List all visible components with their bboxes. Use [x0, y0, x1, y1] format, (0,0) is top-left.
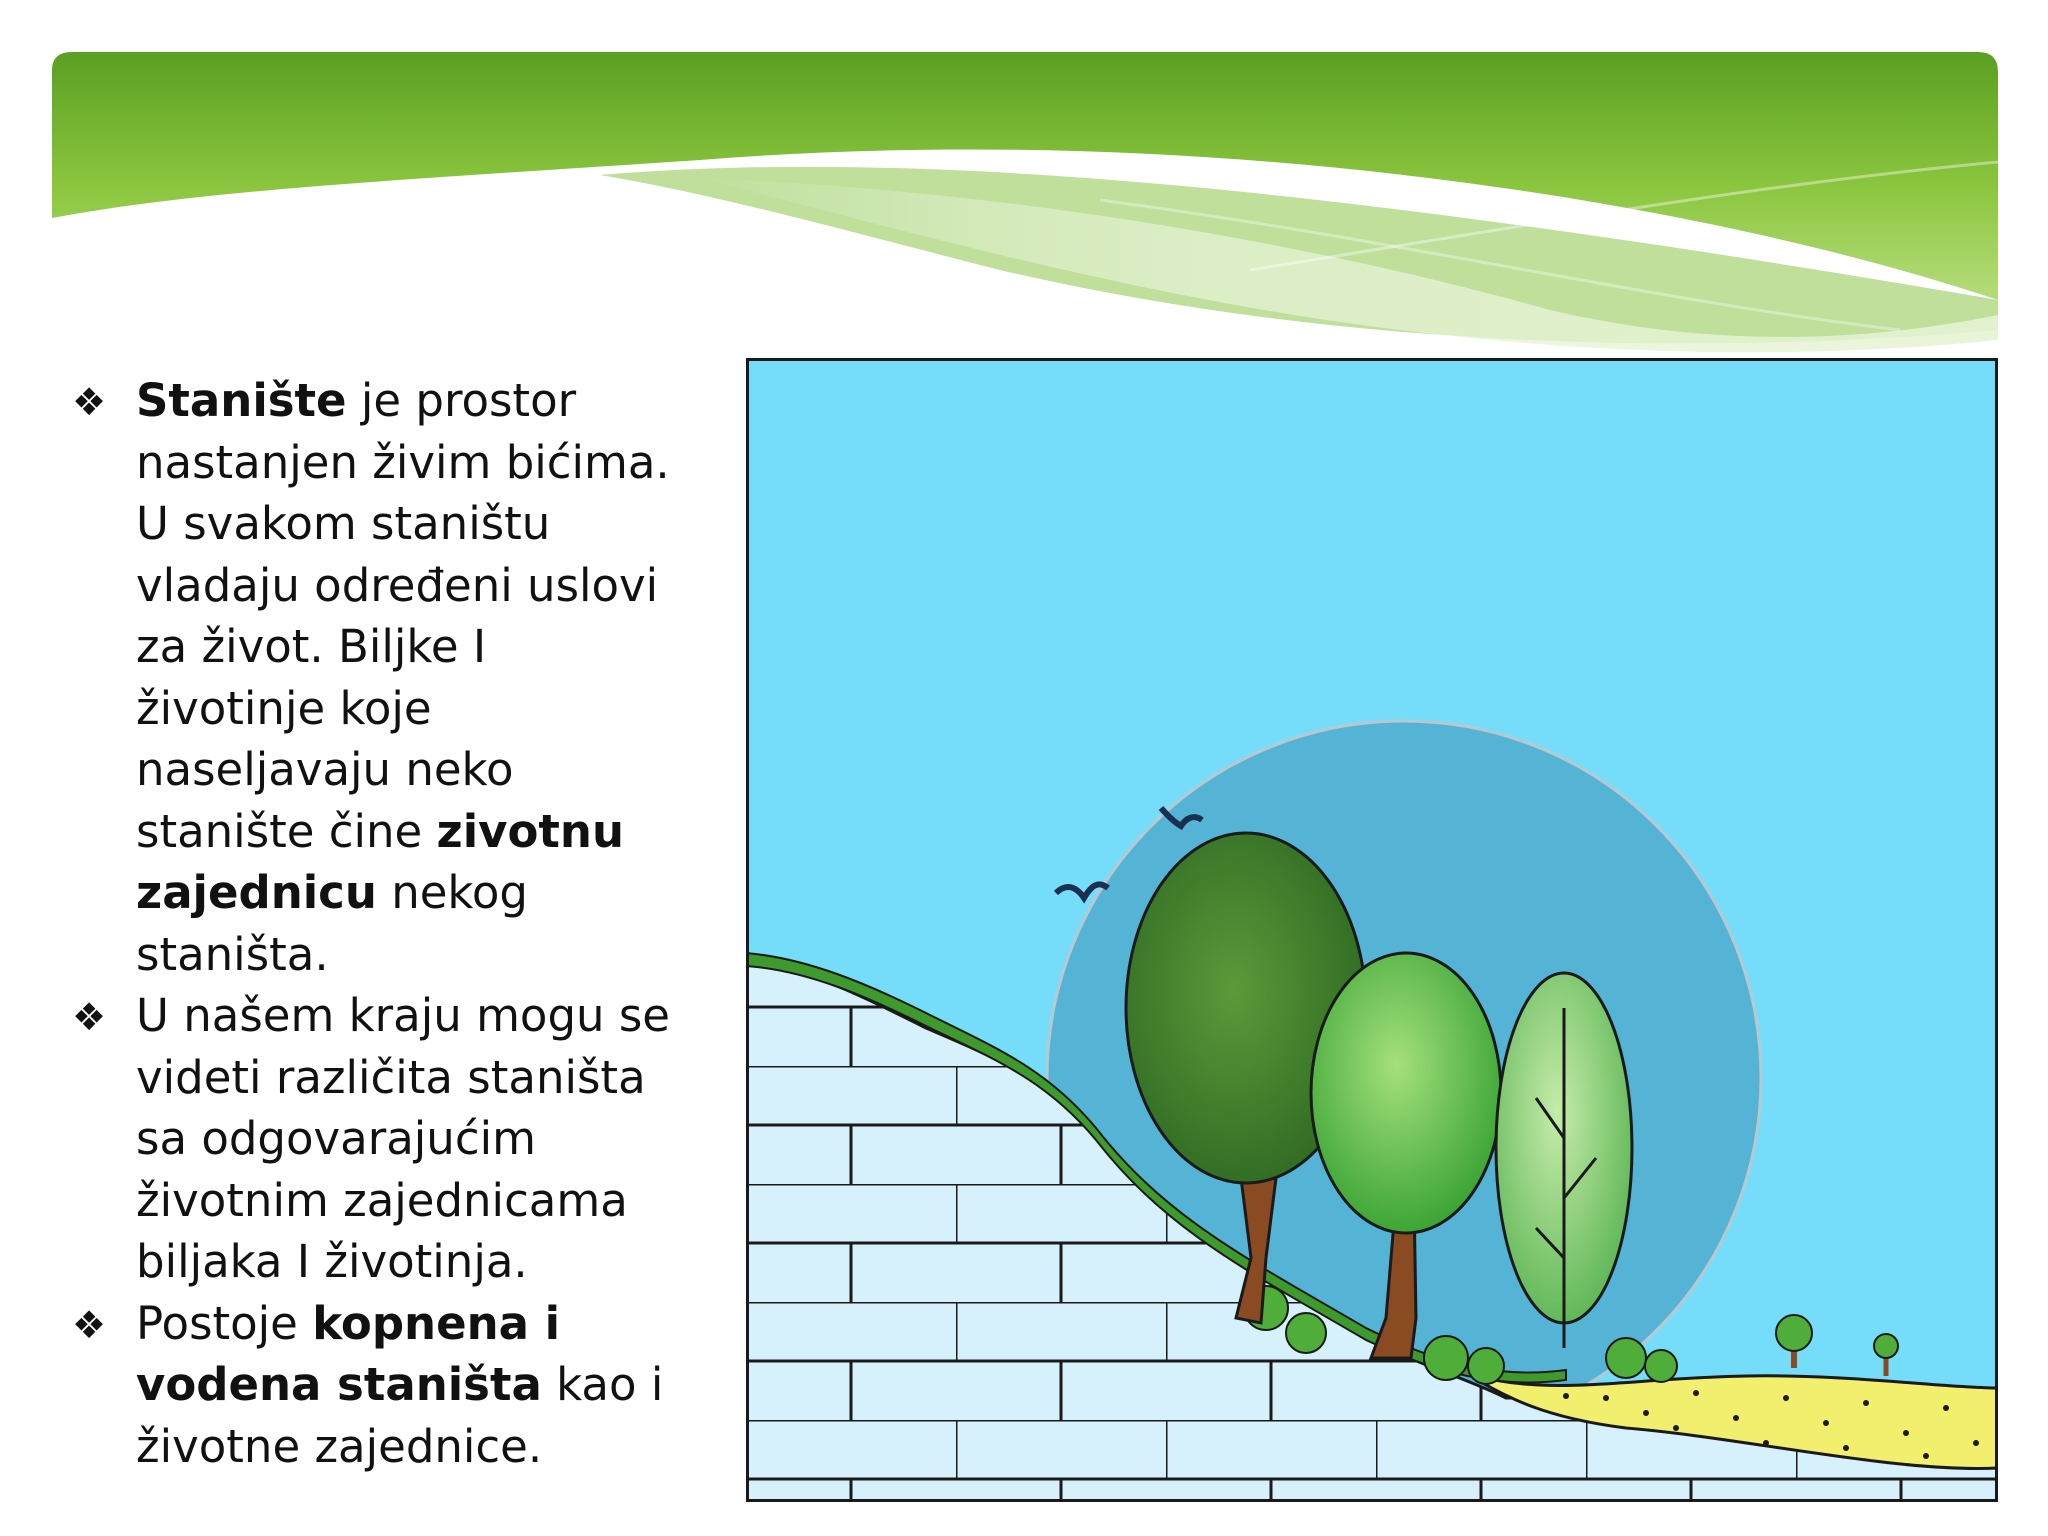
bullet-text-segment: kopnena i vodena staništa: [136, 1296, 561, 1411]
bullet-text-segment: U našem kraju mogu se videti različita staništa sa odgovarajućim životnim zajednicama biljaka I životinja.: [136, 989, 670, 1288]
diamond-bullet-icon: ❖: [72, 380, 107, 424]
diamond-bullet-icon: ❖: [72, 995, 107, 1039]
bullet-text-segment: kao i životne zajednice.: [136, 1358, 664, 1473]
bullet-text-segment: Postoje: [136, 1296, 313, 1350]
bullet-text-segment: je prostor nastanjen živim bićima. U svakom staništu vladaju određeni uslovi za život. Biljke I životinje koje naseljavaju neko stanište čine: [136, 374, 670, 858]
bullet-text-segment: Stanište: [136, 374, 347, 427]
diamond-bullet-icon: ❖: [72, 1302, 107, 1347]
habitat-illustration: [746, 358, 1998, 1502]
text-block: [70, 370, 670, 1477]
header-banner: [0, 0, 2048, 380]
bullet-item: [70, 1293, 670, 1478]
bullet-text-segment: nekog staništa.: [136, 866, 528, 981]
bullet-item: [70, 985, 670, 1293]
bullet-item: [70, 370, 670, 985]
bullet-text-segment: zivotnu zajednicu: [136, 804, 624, 919]
